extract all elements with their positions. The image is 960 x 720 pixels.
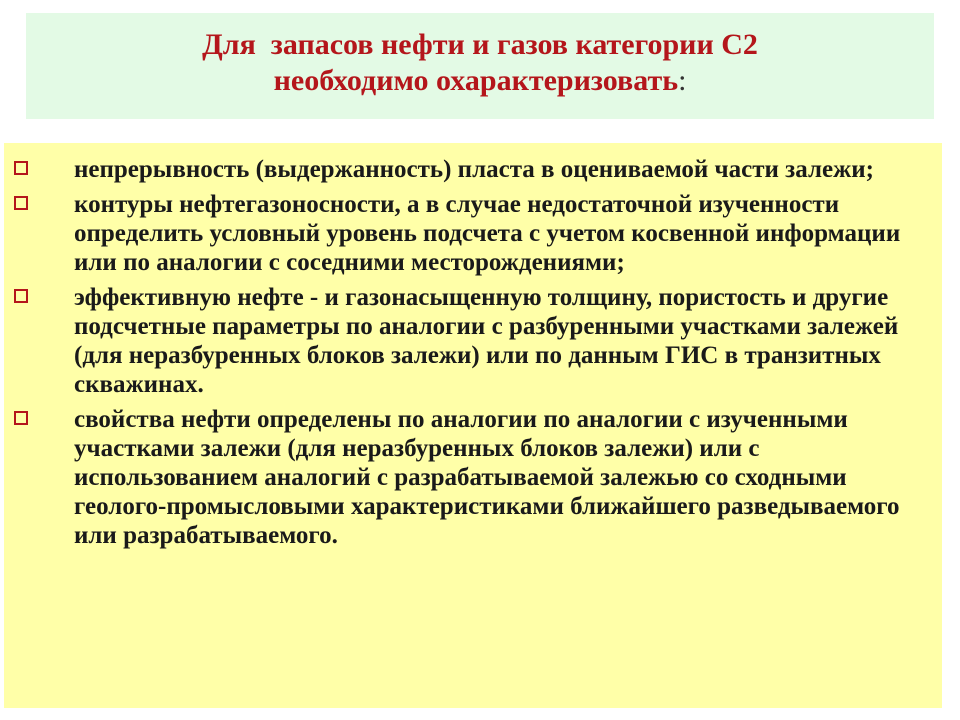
slide-title-line-2 — [26, 63, 934, 99]
bullet-item-effective-thickness — [4, 283, 942, 399]
square-bullet-icon — [14, 289, 28, 303]
bullet-item-continuity — [4, 155, 942, 184]
bullet-text: контуры нефтегазоносности, а в случае недостаточной изученности определить условный уровень подсчета с учетом косвенной информации или по аналогии с соседними месторождениями; — [74, 191, 901, 276]
bullet-item-oil-properties — [4, 405, 942, 550]
square-bullet-icon — [14, 411, 28, 425]
slide-title-line-2-text: необходимо охарактеризовать — [273, 64, 679, 97]
bullet-list — [4, 155, 942, 556]
bullet-text: свойства нефти определены по аналогии по аналогии с изученными участками залежи (для неразбуренных блоков залежи) или с использованием аналогий с разрабатываемой залежью со сходными геолого-промысловыми характеристиками ближайшего разведываемого или разрабатываемого. — [74, 406, 900, 549]
square-bullet-icon — [14, 196, 28, 210]
bullet-text: непрерывность (выдержанность) пласта в оцениваемой части залежи; — [74, 156, 874, 183]
slide-title-line-1: Для запасов нефти и газов категории С2 — [202, 28, 758, 61]
slide-title-box — [26, 13, 934, 119]
bullet-text: эффективную нефте - и газонасыщенную толщину, пористость и другие подсчетные параметры по аналогии с разбуренными участками залежей (для неразбуренных блоков залежи) или по данным ГИС в транзитных скважинах. — [74, 284, 899, 398]
slide-title-colon: : — [678, 64, 687, 97]
bullet-content-box — [4, 143, 942, 708]
square-bullet-icon — [14, 161, 28, 175]
bullet-item-contours — [4, 190, 942, 277]
